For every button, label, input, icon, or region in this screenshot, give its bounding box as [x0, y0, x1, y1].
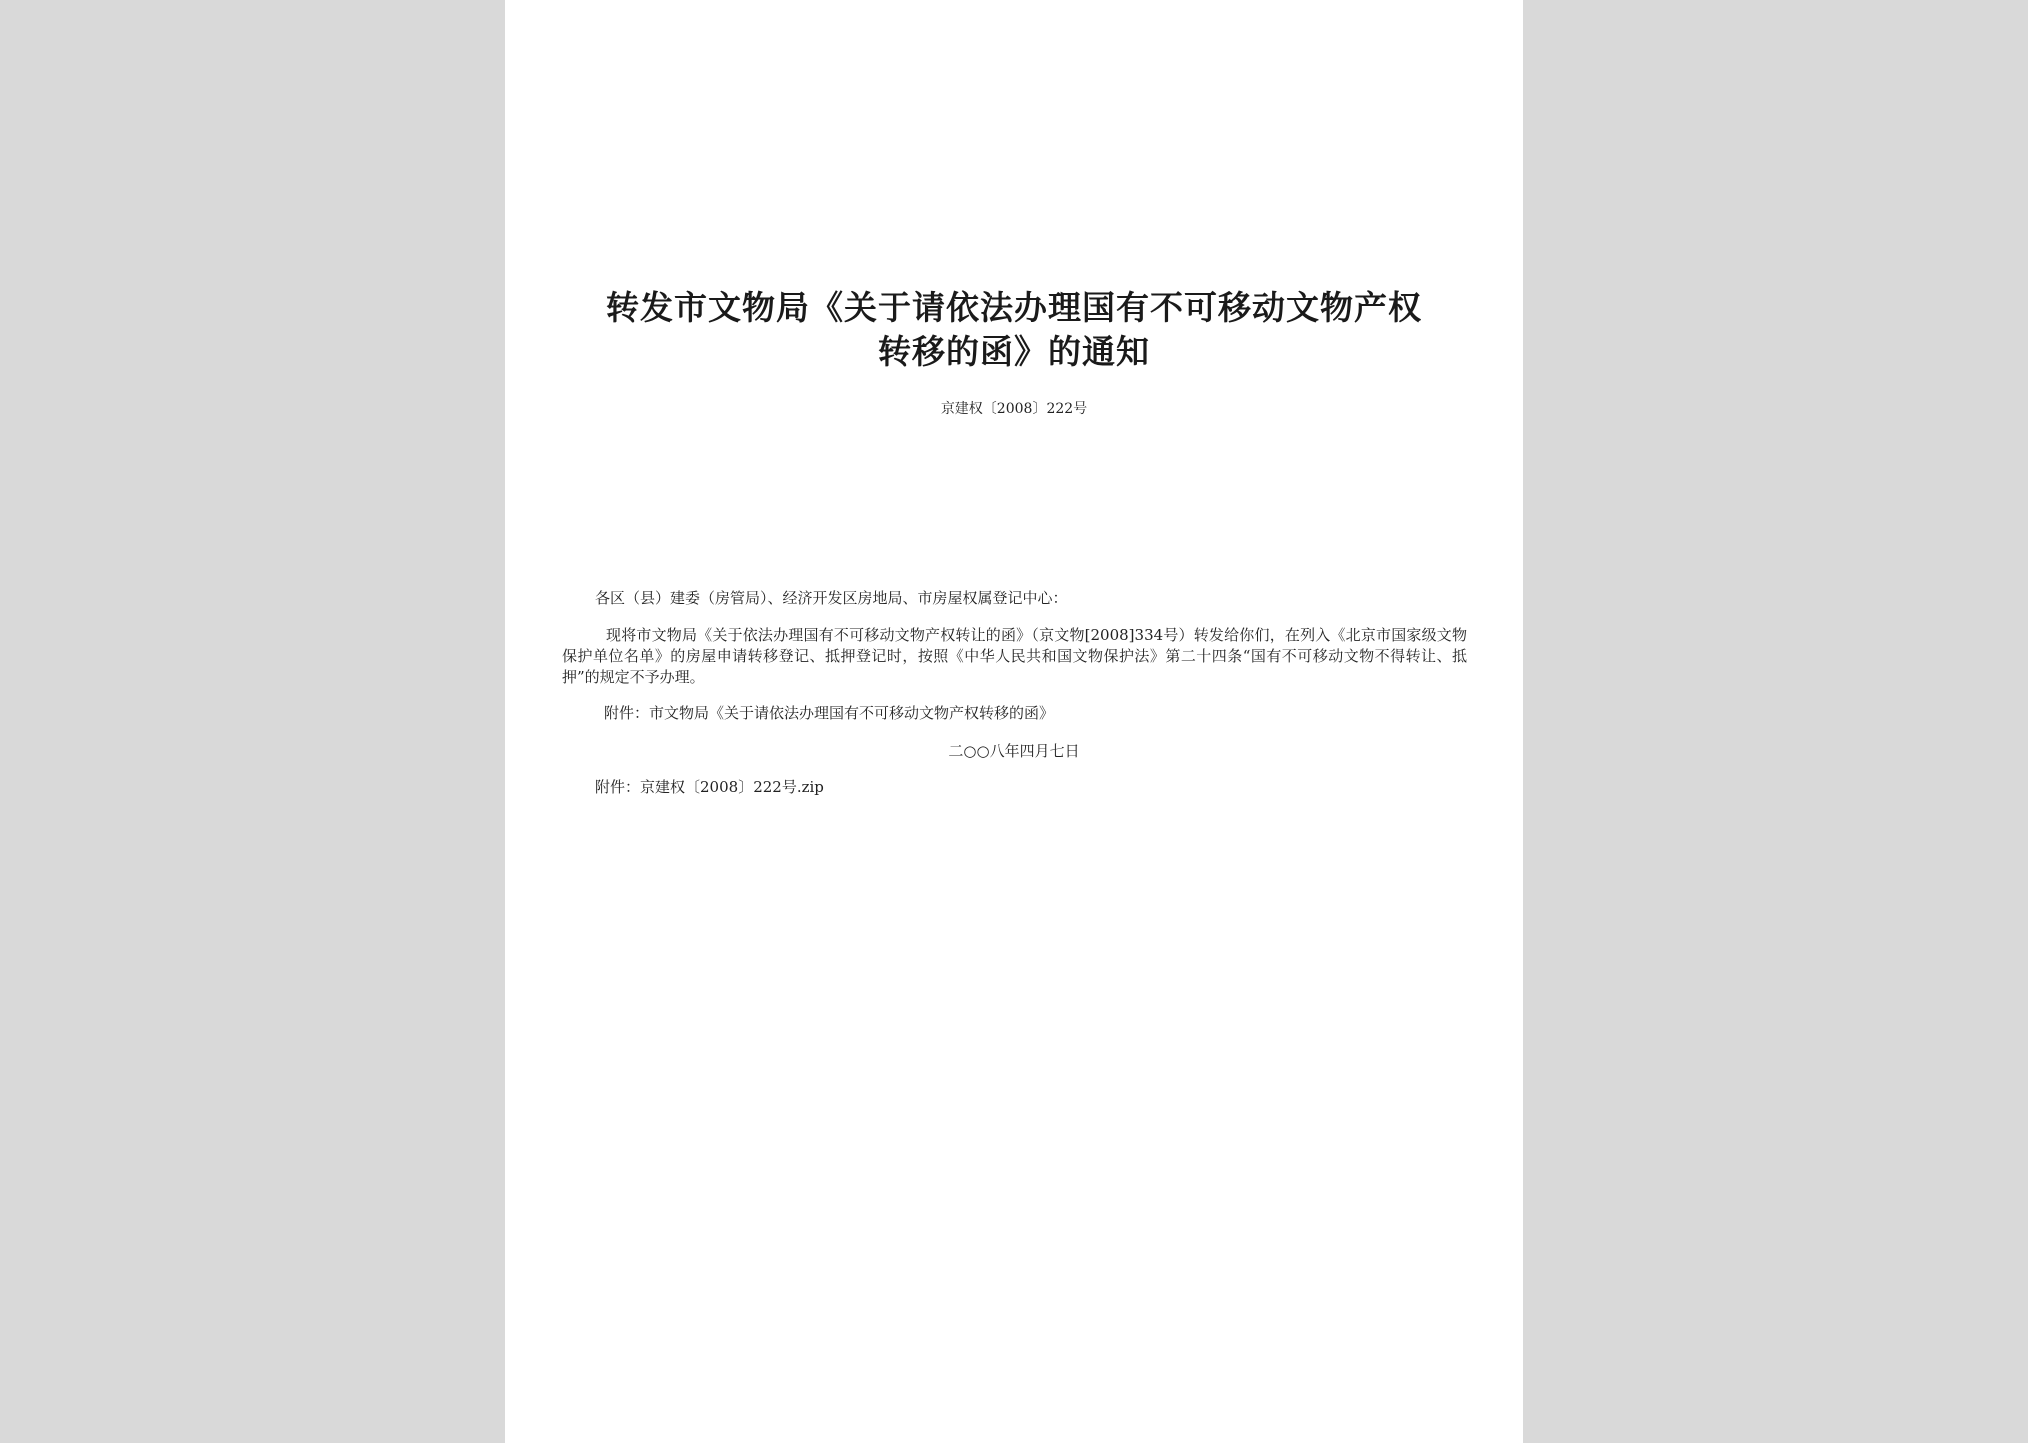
- body-paragraph: 现将市文物局《关于依法办理国有不可移动文物产权转让的函》（京文物[2008]334号）转发给你们，在列入《北京市国家级文物保护单位名单》的房屋申请转移登记、抵押登记时，按照《中华人民共和国文物保护法》第二十四条“国有不可移动文物不得转让、抵押”的规定不予办理。: [562, 626, 1467, 686]
- addressee: 各区（县）建委（房管局）、经济开发区房地局、市房屋权属登记中心：: [595, 589, 1068, 607]
- attachment-file-link[interactable]: 京建权〔2008〕222号.zip: [640, 778, 824, 796]
- issue-date: 二○○八年四月七日: [948, 742, 1080, 760]
- document-title: [545, 286, 1483, 374]
- attachment-label: 附件：: [595, 778, 641, 796]
- attachment-note: 附件：市文物局《关于请依法办理国有不可移动文物产权转移的函》: [604, 704, 1055, 722]
- title-line-2: 转移的函》的通知: [878, 332, 1150, 371]
- attachment-download: [595, 777, 824, 798]
- title-line-1: 转发市文物局《关于请依法办理国有不可移动文物产权: [606, 288, 1422, 327]
- document-number: 京建权〔2008〕222号: [940, 401, 1088, 417]
- document-page: [505, 0, 1523, 1443]
